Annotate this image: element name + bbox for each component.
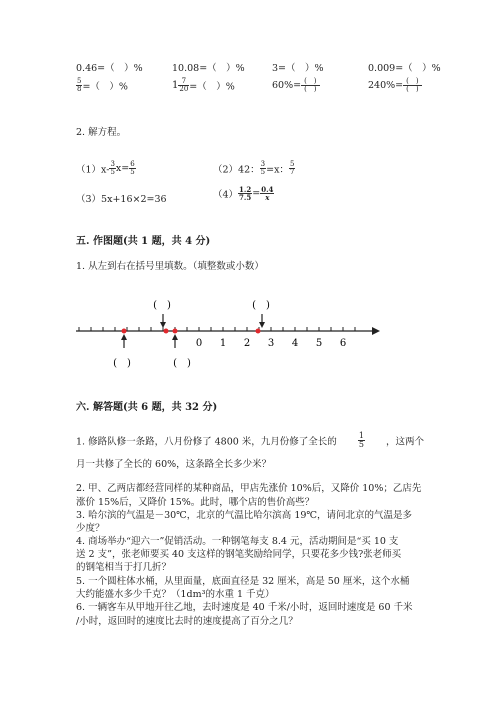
conv-5: $\frac{5}{8}$ =（ ）% <box>77 77 128 93</box>
equation-3: （3）5x+16×2=36 <box>76 194 167 205</box>
blank-fraction: $\frac{( )}{( )}$ <box>403 78 421 93</box>
tick-marks <box>79 327 355 331</box>
section-5-title: 五. 作图题(共 1 题，共 4 分) <box>76 236 211 247</box>
conv-1: 0.46=（ ）% <box>76 63 143 74</box>
blank-paren-1: ( ) <box>153 300 171 311</box>
s6-q5-line1: 5. 一个圆柱体水桶，从里面量，底面直径是 32 厘米，高是 50 厘米，这个水桶 <box>76 576 410 587</box>
arrow-up-1 <box>121 334 127 340</box>
arrow-up-2 <box>172 334 178 340</box>
conv-2: 10.08=（ ）% <box>172 63 245 74</box>
equation-2: （2）42： $\frac{3}{5}$ =x： $\frac{5}{7}$ <box>213 160 295 176</box>
blank-fraction: $\frac{( )}{( )}$ <box>301 78 319 93</box>
conv-3: 3=（ ）% <box>272 63 324 74</box>
equation-4: （4） $\frac{1.2}{7.5}$ = $\frac{0.4}{x}$ <box>213 185 274 202</box>
conv-6: 1 $\frac{7}{20}$ =（ ）% <box>172 77 235 93</box>
point-c <box>173 329 178 334</box>
question-title: 2. 解方程。 <box>76 127 127 138</box>
fraction: $\frac{7}{20}$ <box>179 77 189 93</box>
s6-q4-line1: 4. 商场举办“迎六一”促销活动。一种钢笔每支 8.4 元，活动期间是“买 10 支 <box>76 536 399 547</box>
s6-q3-line2: 少度？ <box>76 523 105 534</box>
tick-label: 6 <box>339 338 347 349</box>
s6-q6-line2: /小时，返回时的速度比去时的速度提高了百分之几？ <box>76 616 298 627</box>
point-a <box>122 329 127 334</box>
arrow-down-2 <box>259 322 265 328</box>
section-6-title: 六. 解答题(共 6 题，共 32 分) <box>76 402 218 413</box>
conv-8: 240%= $\frac{( )}{( )}$ <box>368 78 422 93</box>
s6-q1-line1: 1. 修路队修一条路，八月份修了 4800 米，九月份修了全长的 $\frac{1}{5}$ ，这两个 <box>76 431 424 449</box>
tick-label: 1 <box>219 338 227 349</box>
number-line <box>76 292 386 374</box>
s6-q5-line2: 大约能盛水多少千克？（1dm³的水重 1 千克） <box>76 589 275 600</box>
axis-arrow <box>372 327 380 335</box>
tick-labels <box>196 338 346 349</box>
tick-label: 3 <box>267 338 275 349</box>
point-b <box>164 329 169 334</box>
s6-q2-line2: 涨价 15%后，又降价 15%。此时，哪个店的售价高些？ <box>76 497 315 508</box>
tick-label: 0 <box>195 338 203 349</box>
s6-q3-line1: 3. 哈尔滨的气温是－30℃，北京的气温比哈尔滨高 19℃，请问北京的气温是多 <box>76 510 413 521</box>
s6-q1-line2: 月一共修了全长的 60%，这条路全长多少米？ <box>76 459 272 470</box>
tick-label: 5 <box>315 338 323 349</box>
s5-question-1: 1. 从左到右在括号里填数。（填整数或小数） <box>76 261 264 272</box>
point-d <box>256 329 261 334</box>
arrow-down-1 <box>160 322 166 328</box>
blank-paren-4: ( ) <box>173 358 191 369</box>
s6-q6-line1: 6. 一辆客车从甲地开往乙地，去时速度是 40 千米/小时，返回时速度是 60 千米 <box>76 602 413 613</box>
blank-paren-2: ( ) <box>252 300 270 311</box>
conv-4: 0.009=（ ）% <box>368 63 441 74</box>
equation-1: （1）x- $\frac{3}{5}$ x= $\frac{6}{5}$ <box>76 160 135 176</box>
tick-label: 2 <box>243 338 251 349</box>
s6-q4-line2: 送 2 支”，张老师要买 40 支这样的钢笔奖励给同学，只要花多少钱?张老师买 <box>76 549 402 560</box>
tick-label: 4 <box>291 338 299 349</box>
blank-paren-3: ( ) <box>113 358 131 369</box>
fraction: $\frac{5}{8}$ <box>77 77 82 93</box>
s6-q2-line1: 2. 甲、乙两店都经营同样的某种商品，甲店先涨价 10%后，又降价 10%；乙店先 <box>76 483 422 494</box>
s6-q4-line3: 的钢笔相当于打几折？ <box>76 562 172 573</box>
conv-7: 60%= $\frac{( )}{( )}$ <box>272 78 320 93</box>
